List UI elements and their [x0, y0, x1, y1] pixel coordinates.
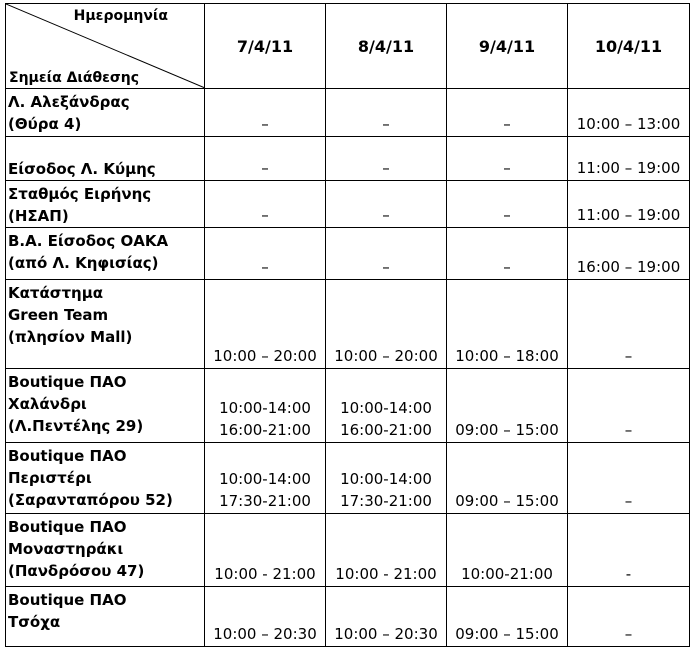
time-value: 10:00-14:00: [340, 399, 432, 417]
time-value: 09:00 – 15:00: [455, 625, 559, 643]
location-line: Green Team: [8, 306, 109, 324]
time-value: 10:00 – 18:00: [455, 347, 559, 365]
time-cell: [568, 137, 690, 181]
time-cell: [205, 514, 326, 587]
time-value: –: [624, 625, 633, 643]
time-value: 10:00 – 20:30: [213, 625, 317, 643]
time-cell: [326, 280, 447, 369]
time-value: 09:00 – 15:00: [455, 492, 559, 510]
location-line: (Θύρα 4): [8, 115, 82, 133]
time-cell: [326, 89, 447, 137]
time-cell: [568, 89, 690, 137]
time-value: 17:30-21:00: [340, 492, 432, 510]
location-line: Σταθμός Ειρήνης: [8, 185, 152, 203]
time-cell: [326, 369, 447, 443]
table-row: [6, 369, 690, 443]
time-value: 10:00-14:00: [219, 399, 311, 417]
table-row: [6, 587, 690, 647]
location-cell: [6, 280, 205, 369]
location-cell: [6, 514, 205, 587]
time-cell: [326, 587, 447, 647]
time-cell: [447, 587, 568, 647]
time-value: 11:00 – 19:00: [576, 159, 681, 177]
date-header: 10/4/11: [568, 4, 690, 89]
location-line: (Πανδρόσου 47): [8, 562, 145, 580]
time-cell: [326, 514, 447, 587]
time-cell: [447, 137, 568, 181]
location-line: Β.Α. Είσοδος ΟΑΚΑ: [8, 232, 169, 250]
time-cell: [568, 514, 690, 587]
time-value: –: [261, 206, 269, 224]
table-row: [6, 514, 690, 587]
time-value: 10:00 – 13:00: [576, 115, 681, 133]
time-value: 10:00 - 21:00: [214, 565, 316, 583]
time-value: 10:00 - 21:00: [335, 565, 437, 583]
time-cell: [326, 181, 447, 228]
time-value: –: [261, 159, 269, 177]
location-line: (από Λ. Κηφισίας): [8, 254, 159, 272]
location-line: Μοναστηράκι: [8, 540, 124, 558]
time-value: -: [625, 565, 632, 583]
location-line: Boutique ΠΑΟ: [8, 447, 127, 465]
location-cell: [6, 587, 205, 647]
location-line: Boutique ΠΑΟ: [8, 373, 127, 391]
time-value: –: [503, 258, 511, 276]
location-line: (Λ.Πεντέλης 29): [8, 417, 144, 435]
time-cell: [326, 137, 447, 181]
location-line: (Σαρανταπόρου 52): [8, 491, 173, 509]
table-row: [6, 181, 690, 228]
time-value: 10:00 – 20:00: [334, 347, 438, 365]
location-cell: [6, 89, 205, 137]
time-cell: [205, 228, 326, 280]
location-line: Τσόχα: [8, 613, 61, 631]
time-value: –: [624, 421, 633, 439]
location-cell: [6, 369, 205, 443]
location-line: Περιστέρι: [8, 469, 92, 487]
location-line: Χαλάνδρι: [8, 395, 87, 413]
time-cell: [326, 443, 447, 514]
time-value: 10:00-14:00: [340, 470, 432, 488]
location-cell: [6, 137, 205, 181]
location-line: Boutique ΠΑΟ: [8, 591, 127, 609]
time-cell: [326, 228, 447, 280]
time-value: 09:00 – 15:00: [455, 421, 559, 439]
location-cell: [6, 181, 205, 228]
time-value: 16:00-21:00: [340, 421, 432, 439]
time-value: 10:00 – 20:30: [334, 625, 438, 643]
time-cell: [447, 89, 568, 137]
time-value: 17:30-21:00: [219, 492, 311, 510]
time-cell: [447, 514, 568, 587]
time-value: –: [624, 492, 633, 510]
table-row: [6, 228, 690, 280]
time-value: –: [382, 115, 390, 133]
time-cell: [568, 443, 690, 514]
table-row: [6, 280, 690, 369]
time-value: –: [503, 159, 511, 177]
time-value: 10:00 – 20:00: [213, 347, 317, 365]
table-row: [6, 443, 690, 514]
location-line: (πλησίον Mall): [8, 328, 133, 346]
time-cell: [205, 181, 326, 228]
time-value: –: [382, 206, 390, 224]
time-cell: [205, 443, 326, 514]
time-cell: [447, 280, 568, 369]
location-line: Boutique ΠΑΟ: [8, 518, 127, 536]
table-row: [6, 137, 690, 181]
time-cell: [447, 369, 568, 443]
date-header: 8/4/11: [326, 4, 447, 89]
time-cell: [568, 181, 690, 228]
time-cell: [447, 181, 568, 228]
location-cell: [6, 443, 205, 514]
time-cell: [205, 587, 326, 647]
time-cell: [205, 369, 326, 443]
location-line: (ΗΣΑΠ): [8, 207, 69, 225]
time-value: –: [382, 159, 390, 177]
time-value: –: [624, 347, 633, 365]
location-line: Κατάστημα: [8, 284, 104, 302]
time-cell: [447, 443, 568, 514]
location-cell: [6, 228, 205, 280]
distribution-schedule-table: [5, 3, 690, 647]
time-value: –: [261, 258, 269, 276]
corner-header-cell: [6, 4, 205, 89]
time-cell: [568, 369, 690, 443]
time-value: –: [261, 115, 269, 133]
date-header: 7/4/11: [205, 4, 326, 89]
time-value: 10:00-14:00: [219, 470, 311, 488]
time-value: 16:00 – 19:00: [576, 258, 681, 276]
location-line: Είσοδος Λ. Κύμης: [8, 160, 156, 178]
location-axis-label: Σημεία Διάθεσης: [9, 70, 140, 86]
time-cell: [205, 280, 326, 369]
time-cell: [447, 228, 568, 280]
time-cell: [205, 137, 326, 181]
time-value: –: [382, 258, 390, 276]
schedule-body: [6, 89, 690, 647]
time-cell: [568, 228, 690, 280]
time-cell: [568, 280, 690, 369]
header-row: [6, 4, 690, 89]
time-cell: [205, 89, 326, 137]
time-cell: [568, 587, 690, 647]
time-value: –: [503, 115, 511, 133]
date-axis-label: Ημερομηνία: [73, 8, 168, 24]
date-header: 9/4/11: [447, 4, 568, 89]
table-row: [6, 89, 690, 137]
time-value: 16:00-21:00: [219, 421, 311, 439]
time-value: –: [503, 206, 511, 224]
time-value: 10:00-21:00: [461, 565, 553, 583]
location-line: Λ. Αλεξάνδρας: [8, 93, 130, 111]
time-value: 11:00 – 19:00: [576, 206, 681, 224]
